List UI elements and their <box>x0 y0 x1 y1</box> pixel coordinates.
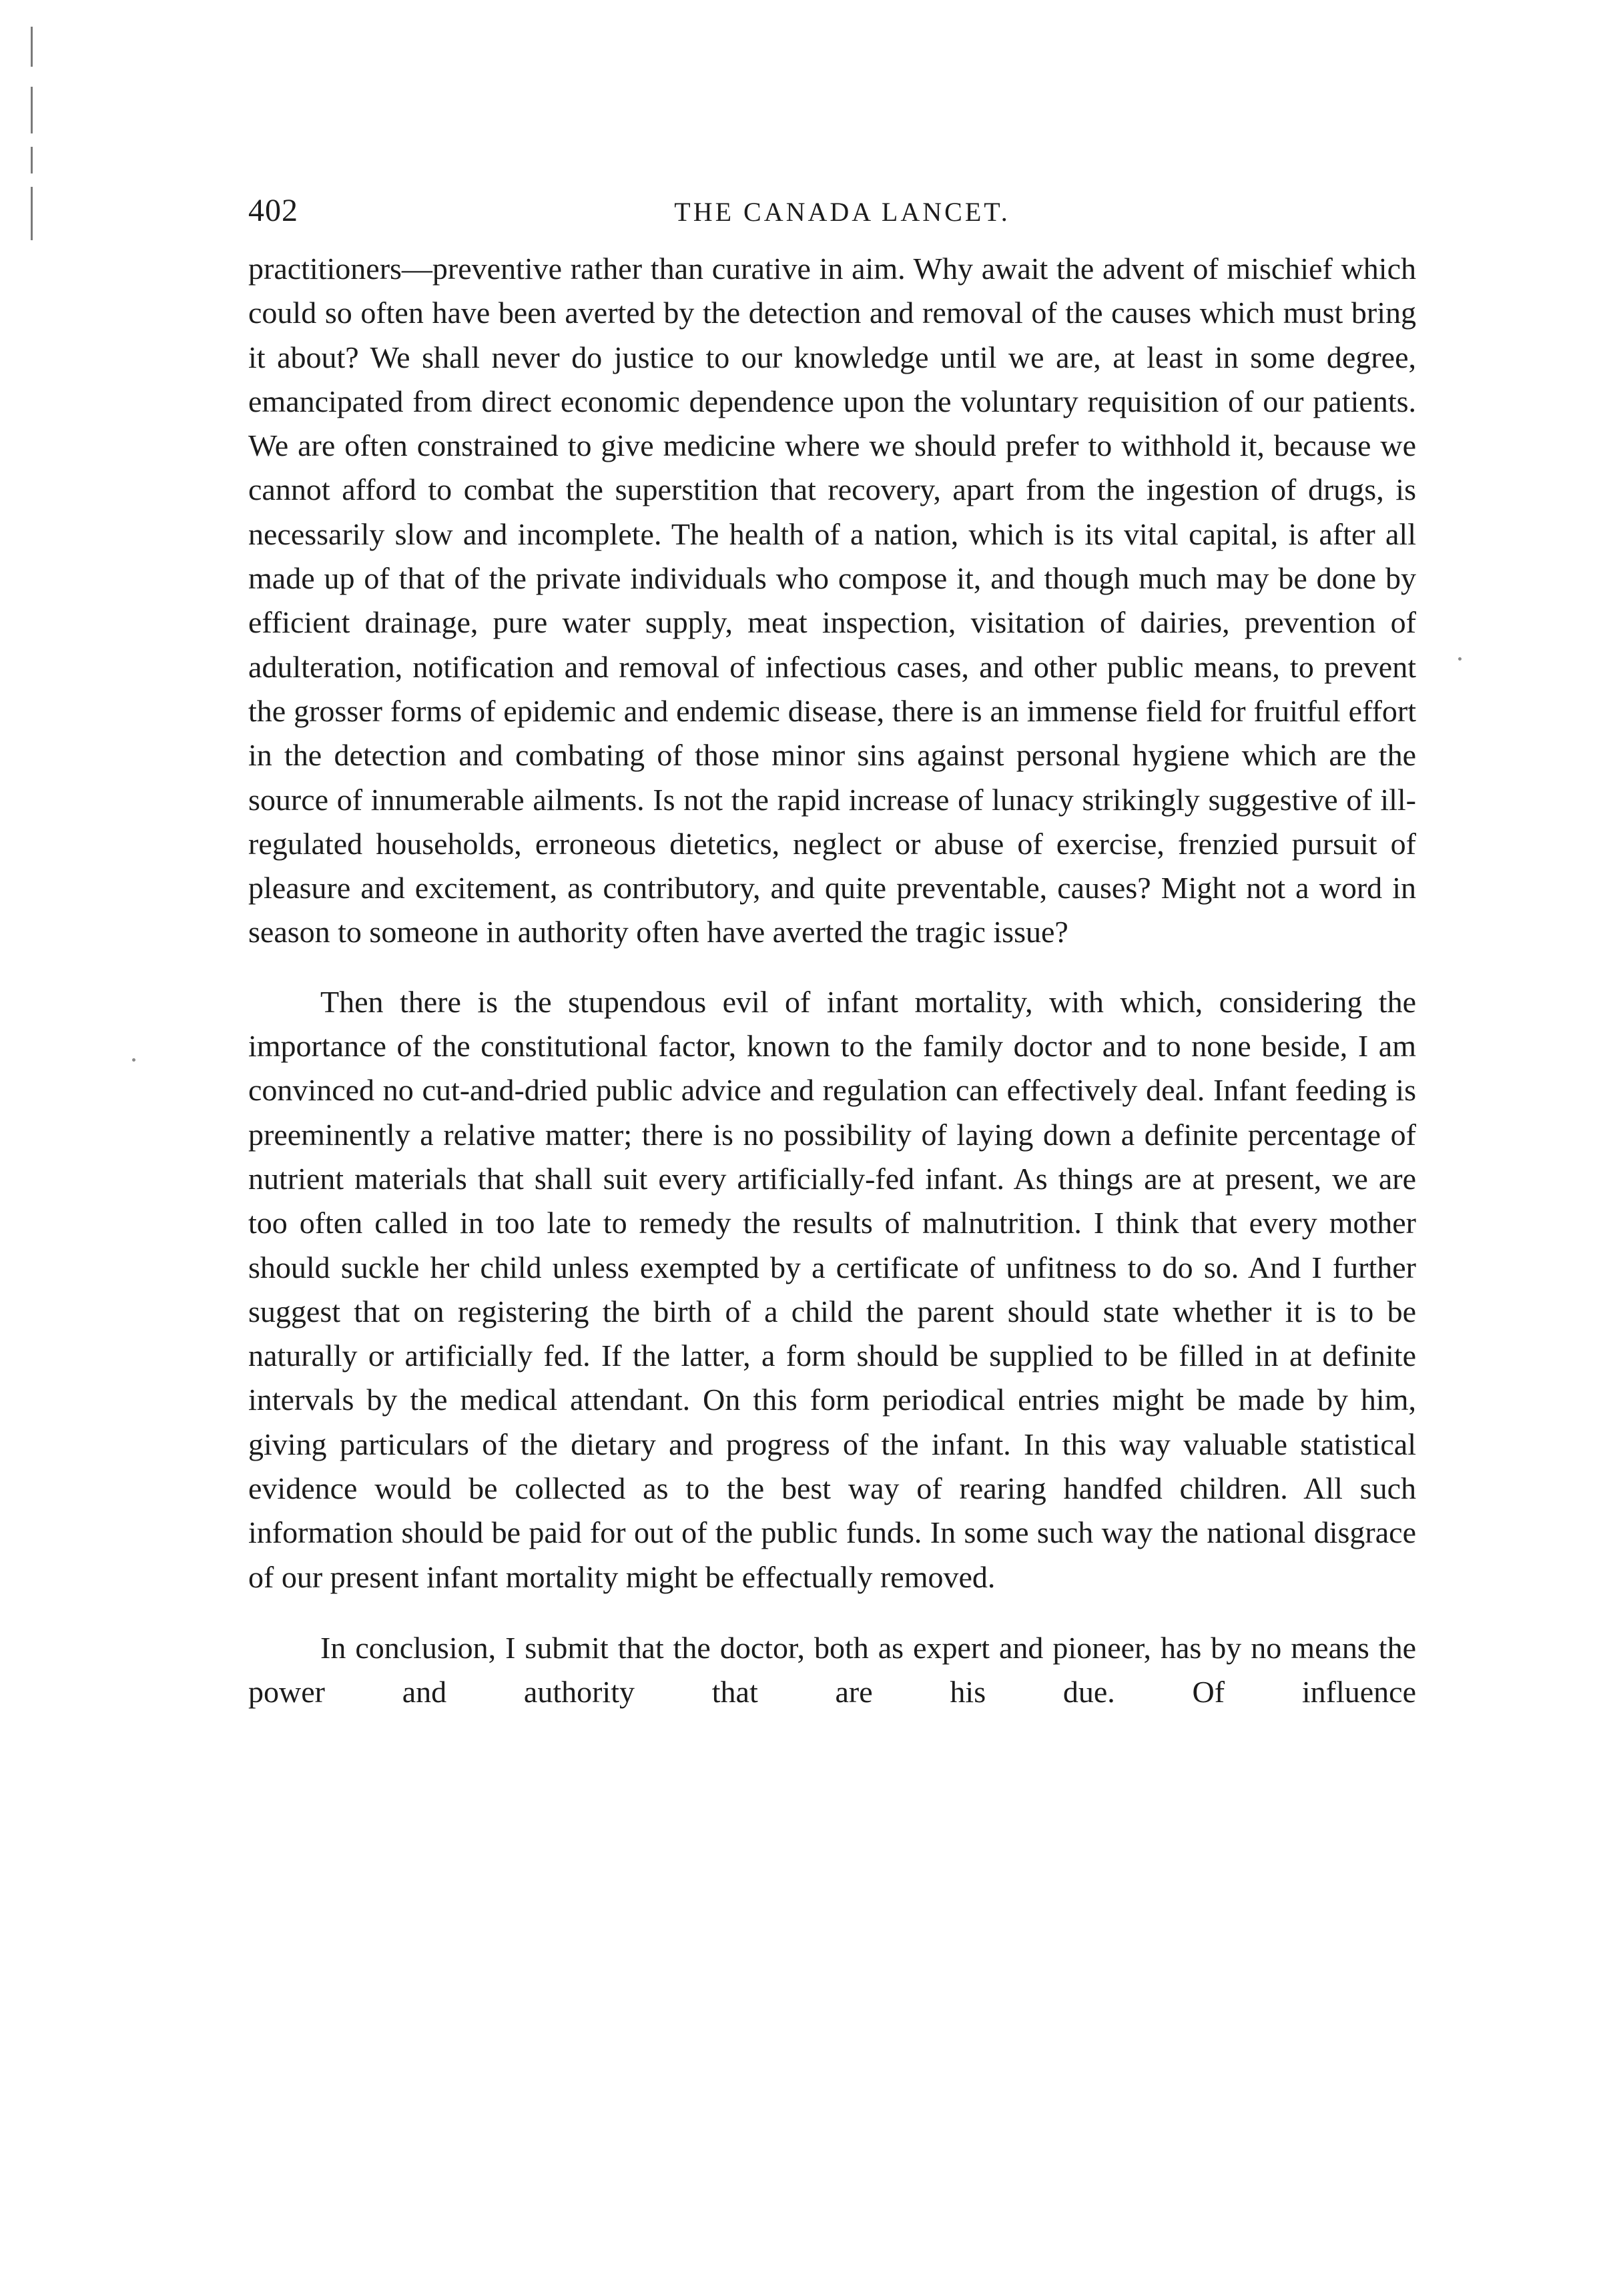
scan-edge-mark <box>31 27 33 67</box>
scan-speck <box>1458 657 1462 661</box>
running-header <box>248 192 1436 235</box>
page-number: 402 <box>248 193 298 228</box>
article-body <box>248 247 1416 1715</box>
scan-edge-mark <box>31 220 33 240</box>
paragraph: In conclusion, I submit that the doctor, both as expert and pioneer, has by no means the power and authority that are his due. Of influence <box>248 1630 1416 1709</box>
paragraph: practitioners—preventive rather than curative in aim. Why await the advent of mischief which could so often have been averted by the detection and removal of the causes which must bring it about? We shall never do justice to our knowledge until we are, at least in some degree, emancipated from direct economic dependence upon the voluntary requisition of our patients. We are often constrained to give medicine where we should prefer to withhold it, because we cannot afford to combat the superstition that recovery, apart from the ingestion of drugs, is necessarily slow and incomplete. The health of a nation, which is its vital capital, is after all made up of that of the private individuals who compose it, and though much may be done by efficient drainage, pure water supply, meat inspection, visitation of dairies, prevention of adulteration, notification and removal of infectious cases, and other public means, to prevent the grosser forms of epidemic and endemic disease, there is an immense field for fruitful effort in the detection and combating of those minor sins against personal hygiene which are the source of innumerable ailments. Is not the rapid increase of lunacy strikingly suggestive of ill-regulated households, erroneous dietetics, neglect or abuse of exercise, frenzied pursuit of pleasure and excitement, as contributory, and quite preventable, causes? Might not a word in season to someone in authority often have averted the tragic issue? <box>248 252 1416 949</box>
scan-edge-mark <box>31 87 33 133</box>
journal-title: THE CANADA LANCET. <box>674 197 1010 227</box>
paragraph: Then there is the stupendous evil of infant mortality, with which, considering the importance of the constitutional factor, known to the family doctor and to none beside, I am convinced no cut-and-dried public advice and regulation can effectively deal. Infant feeding is preeminently a relative matter; there is no possibility of laying down a definite percentage of nutrient materials that shall suit every artificially-fed infant. As things are at present, we are too often called in too late to remedy the results of malnutrition. I think that every mother should suckle her child unless exempted by a certificate of unfitness to do so. And I further suggest that on registering the birth of a child the parent should state whether it is to be naturally or artificially fed. If the latter, a form should be supplied to be filled in at definite intervals by the medical attendant. On this form periodical entries might be made by him, giving particulars of the dietary and progress of the infant. In this way valuable statistical evidence would be collected as to the best way of rearing handfed children. All such information should be paid for out of the public funds. In some such way the national disgrace of our present infant mortality might be effectually removed. <box>248 984 1416 1594</box>
scan-edge-mark <box>31 147 33 173</box>
scan-speck <box>132 1058 135 1062</box>
